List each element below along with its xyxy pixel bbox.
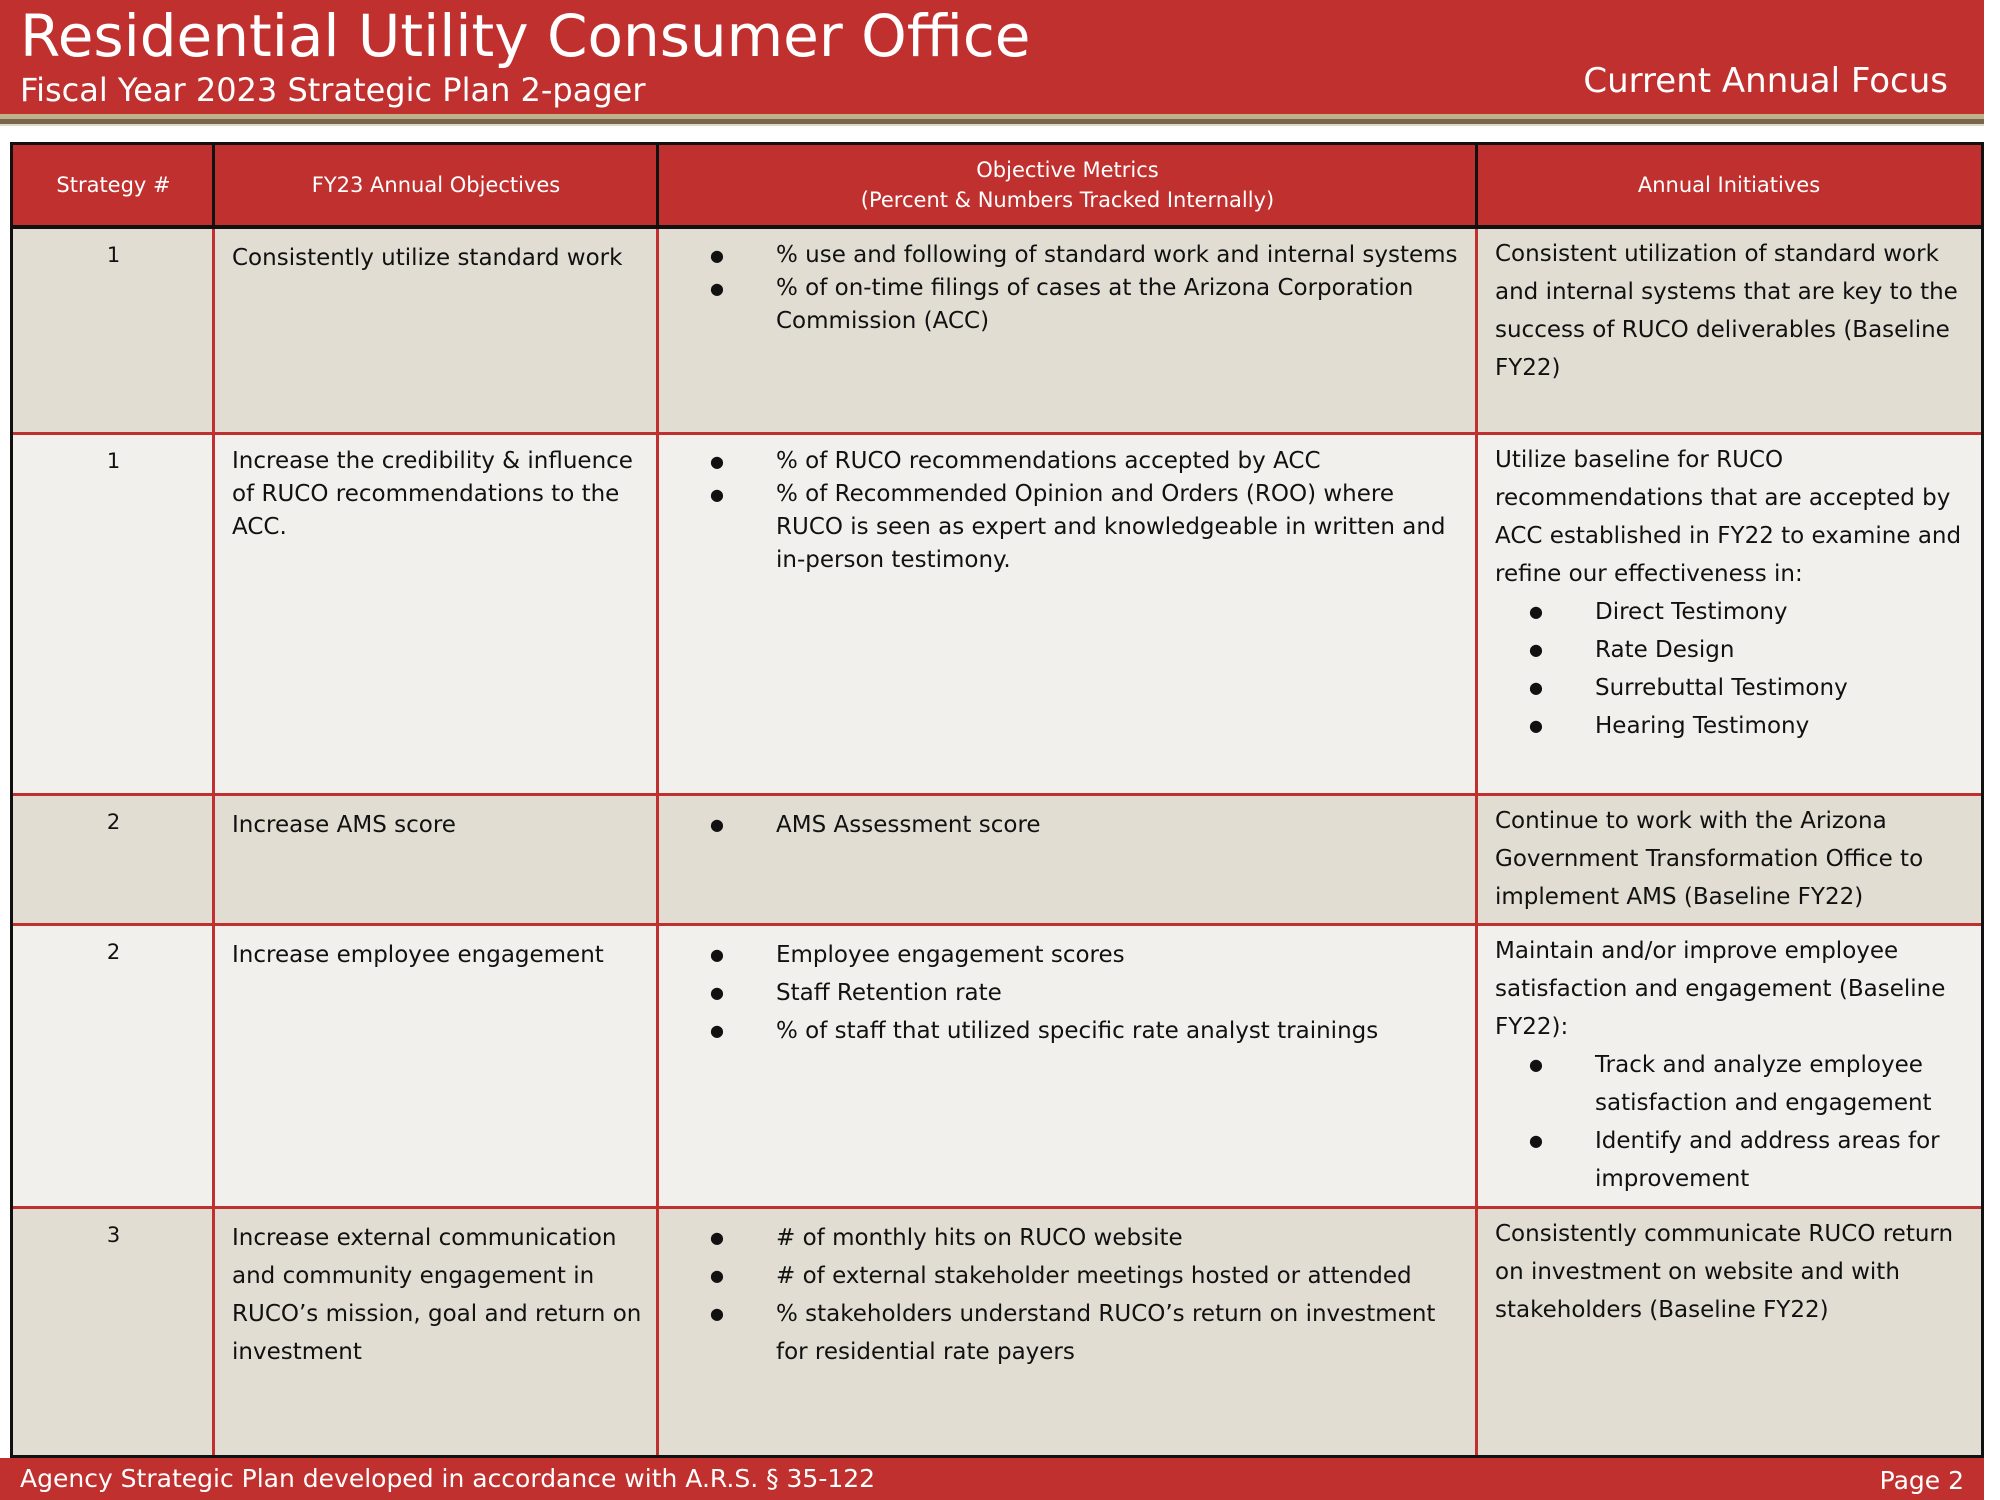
metrics-list [658, 445, 1463, 577]
metric-item: ● % stakeholders understand RUCO’s return on investment for residential rate payers [658, 1295, 1463, 1371]
strategy-number: 3 [106, 1223, 121, 1247]
initiative-bullet: ● Direct Testimony [1495, 593, 1967, 631]
metric-item: ● % of staff that utilized specific rate analyst trainings [658, 1012, 1463, 1050]
initiative-bullets [1495, 1046, 1967, 1198]
metric-item: ● % of on-time filings of cases at the Arizona Corporation Commission (ACC) [658, 272, 1463, 338]
column-header-strategy: Strategy # [56, 173, 171, 197]
column-header-metrics: Objective Metrics (Percent & Numbers Tracked Internally) [860, 158, 1275, 212]
strategy-number: 1 [106, 449, 121, 473]
page-subtitle: Fiscal Year 2023 Strategic Plan 2-pager [20, 71, 646, 109]
metric-item: ● % use and following of standard work and internal systems [658, 239, 1463, 272]
metric-item: ● % of Recommended Opinion and Orders (ROO) where RUCO is seen as expert and knowledgeable in written and in-person testimony. [658, 478, 1463, 577]
initiative-bullet: ● Rate Design [1495, 631, 1967, 669]
metric-item: ● Staff Retention rate [658, 974, 1463, 1012]
objective-cell: Increase employee engagement [232, 942, 604, 968]
initiative-text: Consistent utilization of standard work and internal systems that are key to the success of RUCO deliverables (Baseline FY22) [1495, 241, 1958, 381]
column-divider [656, 229, 659, 1455]
column-header-initiatives: Annual Initiatives [1637, 173, 1821, 197]
focus-label: Current Annual Focus [1583, 61, 1948, 101]
metrics-cell [658, 926, 1477, 1206]
strategy-table [10, 142, 1984, 1458]
strategy-number: 2 [106, 940, 121, 964]
metrics-list [658, 1219, 1463, 1371]
metric-item: ● AMS Assessment score [658, 806, 1463, 844]
page-title: Residential Utility Consumer Office [20, 2, 1031, 70]
initiative-bullet: ● Identify and address areas for improvement [1495, 1122, 1967, 1198]
objective-cell: Increase the credibility & influence of RUCO recommendations to the ACC. [232, 448, 633, 540]
footer-statute-note: Agency Strategic Plan developed in accordance with A.R.S. § 35-122 [20, 1464, 876, 1493]
table-row [13, 229, 1981, 435]
header-rule-cream [0, 124, 1984, 126]
table-row [13, 796, 1981, 926]
metrics-list [658, 936, 1463, 1050]
table-row [13, 435, 1981, 796]
metric-item: ● # of monthly hits on RUCO website [658, 1219, 1463, 1257]
table-row [13, 926, 1981, 1209]
metric-item: ● # of external stakeholder meetings hosted or attended [658, 1257, 1463, 1295]
header-banner [0, 0, 2000, 114]
metrics-cell [658, 229, 1477, 432]
initiative-text: Continue to work with the Arizona Government Transformation Office to implement AMS (Baseline FY22) [1495, 808, 1924, 910]
initiative-cell [1477, 796, 1981, 923]
initiative-cell [1477, 1209, 1981, 1458]
strategy-number: 1 [106, 243, 121, 267]
table-row [13, 1209, 1981, 1458]
table-header-row [13, 145, 1981, 229]
initiative-bullet: ● Hearing Testimony [1495, 707, 1967, 745]
objective-cell: Consistently utilize standard work [232, 245, 623, 271]
initiative-cell [1477, 229, 1981, 432]
footer-bar [0, 1458, 1984, 1500]
column-divider [212, 229, 215, 1455]
metrics-list [658, 806, 1463, 844]
initiative-cell [1477, 926, 1981, 1206]
column-header-objectives: FY23 Annual Objectives [311, 173, 561, 197]
metric-item: ● Employee engagement scores [658, 936, 1463, 974]
metrics-cell [658, 435, 1477, 793]
initiative-bullet: ● Track and analyze employee satisfaction and engagement [1495, 1046, 1967, 1122]
initiative-text: Maintain and/or improve employee satisfaction and engagement (Baseline FY22): [1495, 938, 1946, 1040]
column-divider [1475, 229, 1478, 1455]
metrics-list [658, 239, 1463, 338]
strategy-number: 2 [106, 810, 121, 834]
page-number: Page 2 [1879, 1466, 1964, 1495]
initiative-text: Consistently communicate RUCO return on investment on website and with stakeholders (Baseline FY22) [1495, 1221, 1954, 1323]
objective-cell: Increase external communication and community engagement in RUCO’s mission, goal and return on investment [232, 1225, 642, 1365]
metrics-cell [658, 796, 1477, 923]
metrics-cell [658, 1209, 1477, 1458]
initiative-bullet: ● Surrebuttal Testimony [1495, 669, 1967, 707]
initiative-bullets [1495, 593, 1967, 745]
initiative-text: Utilize baseline for RUCO recommendations that are accepted by ACC established in FY22 to examine and refine our effectiveness in: [1495, 447, 1962, 587]
metric-item: ● % of RUCO recommendations accepted by ACC [658, 445, 1463, 478]
objective-cell: Increase AMS score [232, 812, 456, 838]
initiative-cell [1477, 435, 1981, 793]
